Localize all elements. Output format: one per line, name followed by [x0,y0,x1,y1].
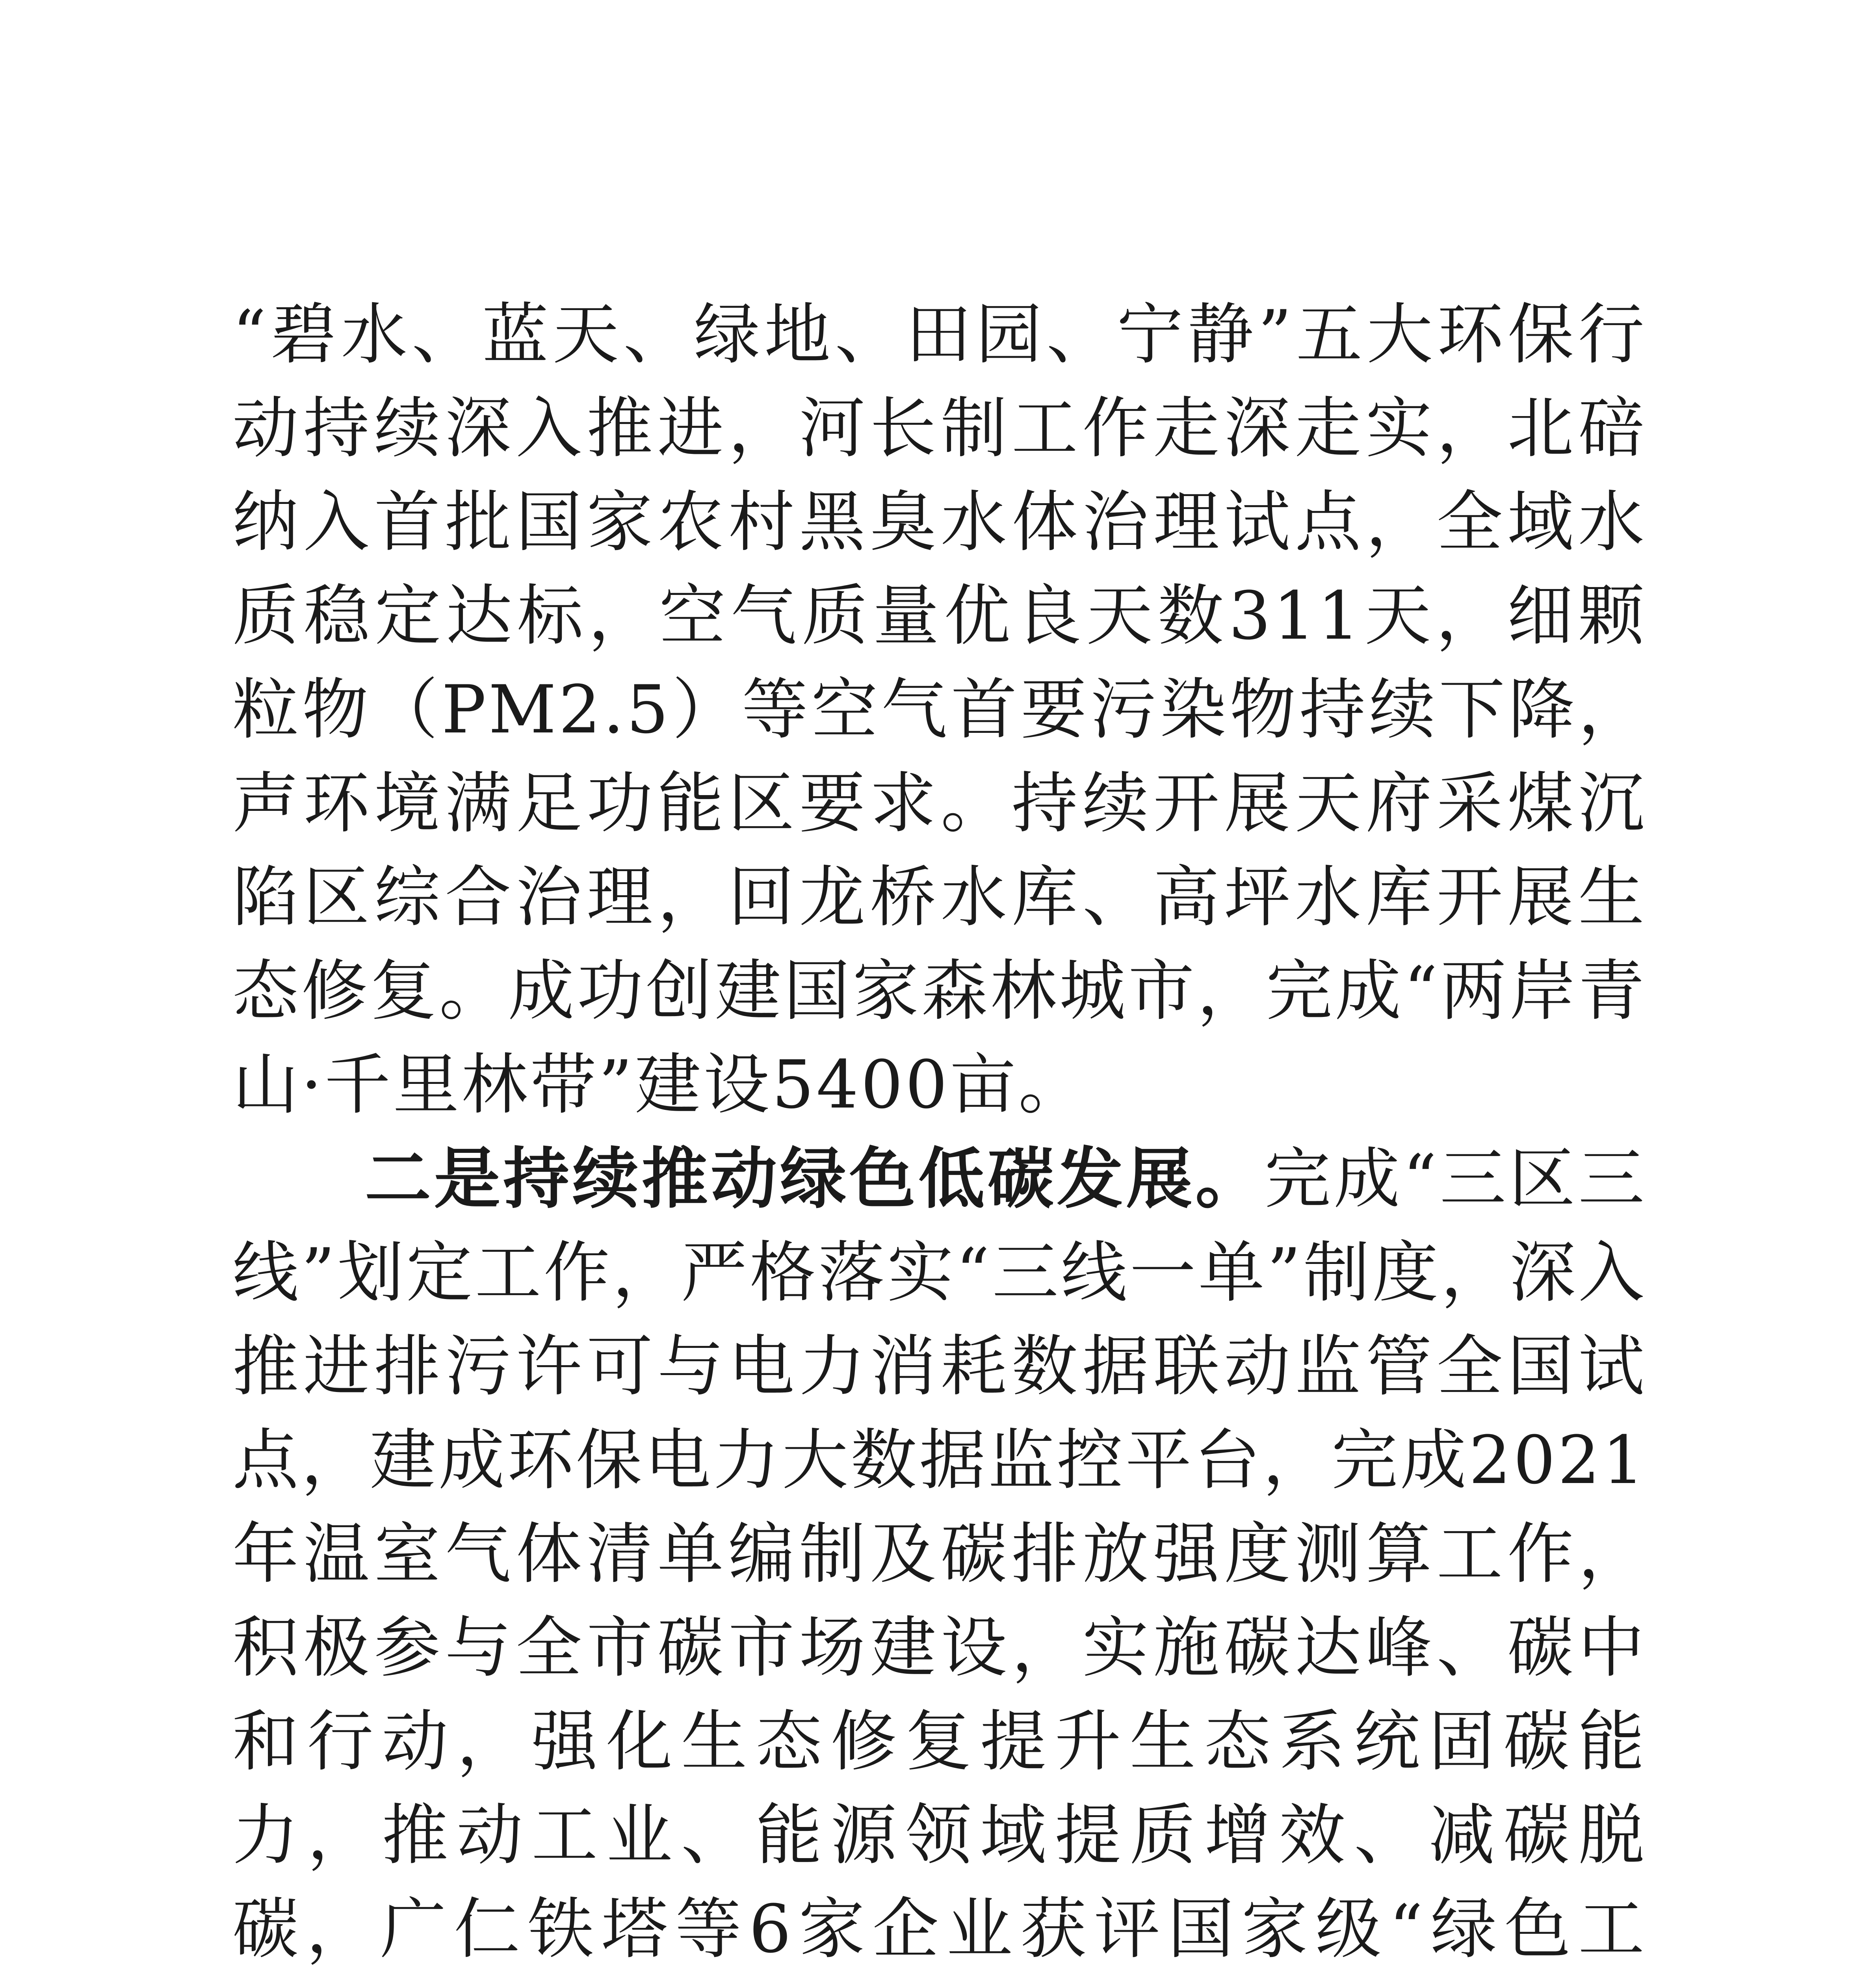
paragraph-2-text: 完成“三区三线”划定工作，严格落实“三线一单”制度，深入推进排污许可与电力消耗数据联动监管全国试点，建成环保电力大数据监控平台，完成2021年温室气体清单编制及碳排放强度测算工作，积极参与全市碳市场建设，实施碳达峰、碳中和行动，强化生态修复提升生态系统固碳能力，推动工业、能源领域提质增效、减碳脱碳，广仁铁塔等6家企业获评国家级“绿色工 [232,1140,1647,1968]
paragraph-2-lead: 二是持续推动绿色低碳发展。 [365,1139,1265,1217]
body-text [232,288,1647,1970]
paragraph-1-text: “碧水、蓝天、绿地、田园、宁静”五大环保行动持续深入推进，河长制工作走深走实，北碚纳入首批国家农村黑臭水体治理试点，全域水质稳定达标，空气质量优良天数311天，细颗粒物（PM2.5）等空气首要污染物持续下降，声环境满足功能区要求。持续开展天府采煤沉陷区综合治理，回龙桥水库、高坪水库开展生态修复。成功创建国家森林城市，完成“两岸青山·千里林带”建设5400亩。 [232,296,1647,1123]
paragraph-2 [232,1132,1647,1970]
paragraph-1 [232,288,1647,1132]
